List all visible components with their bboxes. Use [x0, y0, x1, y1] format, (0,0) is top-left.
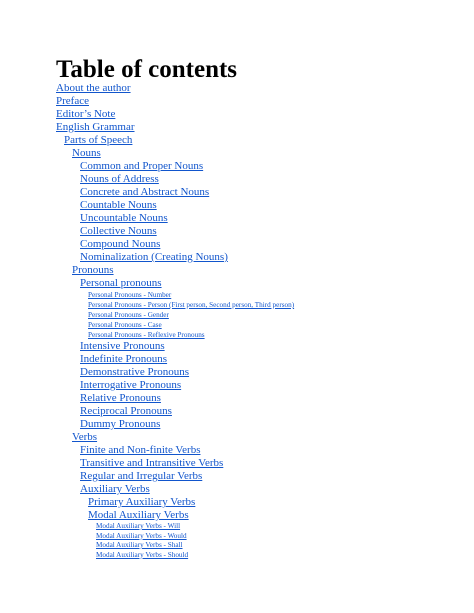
toc-link[interactable]: Personal pronouns	[80, 277, 162, 289]
toc-link[interactable]: English Grammar	[56, 121, 135, 133]
toc-link[interactable]: Compound Nouns	[80, 238, 161, 250]
toc-link[interactable]: Primary Auxiliary Verbs	[88, 496, 196, 508]
toc-link[interactable]: Personal Pronouns - Case	[88, 321, 162, 329]
toc-link[interactable]: Dummy Pronouns	[80, 418, 161, 430]
page-title: Table of contents	[56, 56, 238, 83]
toc-link[interactable]: Concrete and Abstract Nouns	[80, 186, 210, 198]
toc-link[interactable]: Parts of Speech	[64, 134, 133, 146]
toc-link[interactable]: Modal Auxiliary Verbs - Will	[96, 522, 181, 530]
toc-link[interactable]: Intensive Pronouns	[80, 340, 165, 352]
toc-link[interactable]: Reciprocal Pronouns	[80, 405, 172, 417]
toc-link[interactable]: Interrogative Pronouns	[80, 379, 182, 391]
toc-link[interactable]: Indefinite Pronouns	[80, 353, 168, 365]
toc-link[interactable]: Personal Pronouns - Person (First person, Second person, Third person)	[88, 301, 295, 309]
toc-link[interactable]: Personal Pronouns - Gender	[88, 311, 169, 319]
toc-link[interactable]: Personal Pronouns - Reflexive Pronouns	[88, 331, 205, 339]
toc-link[interactable]: Modal Auxiliary Verbs - Should	[96, 550, 189, 559]
toc-link[interactable]: Editor’s Note	[56, 108, 116, 120]
toc-link[interactable]: Auxiliary Verbs	[80, 483, 150, 495]
toc-link[interactable]: About the author	[56, 82, 131, 94]
toc-link[interactable]: Pronouns	[72, 264, 114, 276]
toc-link[interactable]: Nouns of Address	[80, 173, 159, 185]
toc-link[interactable]: Preface	[56, 95, 89, 107]
toc-link[interactable]: Common and Proper Nouns	[80, 160, 204, 172]
toc-link[interactable]: Personal Pronouns - Number	[88, 291, 172, 299]
toc-link[interactable]: Transitive and Intransitive Verbs	[80, 457, 224, 469]
toc-link[interactable]: Uncountable Nouns	[80, 212, 168, 224]
toc-link[interactable]: Relative Pronouns	[80, 392, 161, 404]
toc-link[interactable]: Modal Auxiliary Verbs - Would	[96, 531, 187, 540]
toc-link[interactable]: Modal Auxiliary Verbs - Shall	[96, 541, 183, 549]
toc-link[interactable]: Countable Nouns	[80, 199, 157, 211]
toc-link[interactable]: Nouns	[72, 147, 101, 159]
toc-link[interactable]: Collective Nouns	[80, 225, 157, 237]
toc-link[interactable]: Finite and Non-finite Verbs	[80, 444, 201, 456]
toc-link[interactable]: Nominalization (Creating Nouns)	[80, 251, 228, 263]
toc-link[interactable]: Demonstrative Pronouns	[80, 366, 190, 378]
toc-link[interactable]: Modal Auxiliary Verbs	[88, 509, 189, 521]
toc-link[interactable]: Verbs	[72, 431, 98, 443]
toc-link[interactable]: Regular and Irregular Verbs	[80, 470, 203, 482]
table-of-contents	[0, 82, 474, 560]
